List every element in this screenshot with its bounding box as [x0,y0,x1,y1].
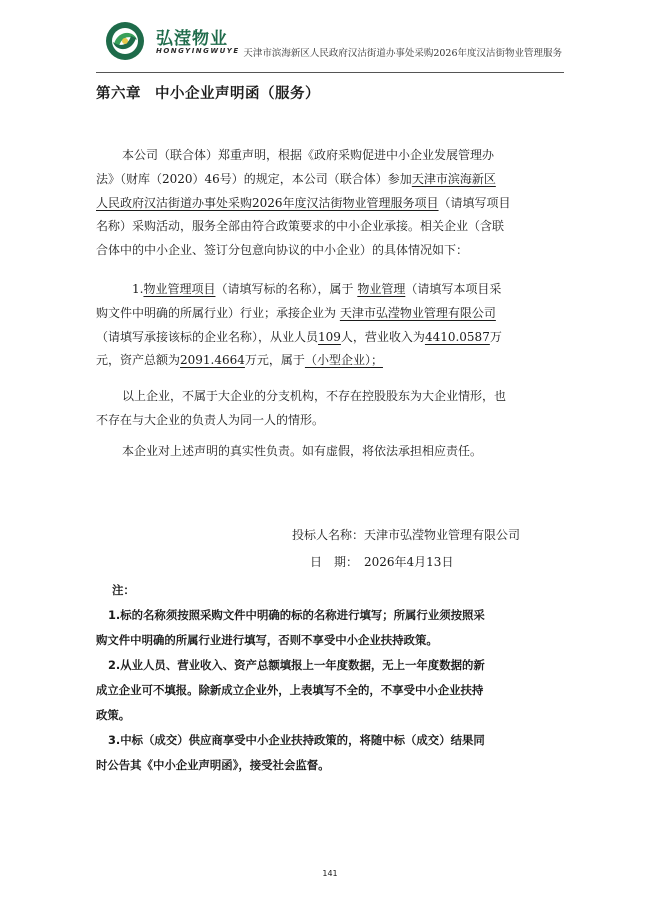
date-label: 日 期： [310,555,359,569]
page-header [96,14,566,74]
non-large-enterprise-paragraph [96,385,564,433]
revenue-field: 4410.0587 [424,329,490,344]
enterprise-size-field: （小型企业） [304,353,371,368]
text-line: 以上企业，不属于大企业的分支机构，不存在控股股东为大企业情形，也 [122,389,507,403]
company-field: 天津市弘滢物业管理有限公司 [339,305,496,320]
text-line: 1.物业管理项目（请填写标的名称），属于 物业管理（请填写本项目采 [132,282,502,296]
text-line: 元，资产总额为2091.4664万元，属于（小型企业）； [96,353,383,368]
chapter-number: 第六章 [96,86,141,102]
date-line [310,553,453,570]
text-line: 名称）采购活动，服务全部由符合政策要求的中小企业承接。相关企业（含联 [96,219,505,234]
declaration-paragraph [96,144,564,263]
assets-field: 2091.4664 [180,353,245,368]
chapter-title: 中小企业声明函（服务） [155,86,320,102]
company-logo-icon [104,20,146,62]
notes-title: 注： [112,583,135,597]
logo-chinese-name: 弘滢物业 [156,29,228,49]
text-line: 合体中的中小企业、签订分包意向协议的中小企业）的具体情况如下： [96,243,469,258]
note-item-2: 2.从业人员、营业收入、资产总额填报上一年度数据，无上一年度数据的新 成立企业可不填报。除新成立企业外，上表填写不全的，不享受中小企业扶持 政策。 [96,658,485,722]
bidder-label: 投标人名称： [292,528,365,542]
project-name-underlined: 天津市滨海新区 [411,171,496,186]
date-value: 2026年4月13日 [364,555,454,569]
notes-section [96,578,564,778]
note-item-3: 3.中标（成交）供应商享受中小企业扶持政策的，将随中标（成交）结果同 时公告其《中小企业声明函》，接受社会监督。 [96,733,485,772]
page-number: 141 [322,869,338,878]
chapter-heading [96,82,320,103]
text-line: 本公司（联合体）郑重声明，根据《政府采购促进中小企业发展管理办 [122,148,495,162]
industry-field: 物业管理 [357,282,406,296]
project-name-underlined: 人民政府汉沽街道办事处采购2026年度汉沽街物业管理服务项目 [96,195,439,210]
header-project-title: 天津市滨海新区人民政府汉沽街道办事处采购2026年度汉沽街物业管理服务 [243,48,562,59]
text-line: 购文件中明确的所属行业）行业；承接企业为 天津市弘滢物业管理有限公司 [96,305,496,320]
text-line: 不存在与大企业的负责人为同一人的情形。 [96,412,325,427]
bidder-name-line [292,526,520,543]
note-item-1: 1.标的名称须按照采购文件中明确的标的名称进行填写；所属行业须按照采 购文件中明确的所属行业进行填写，否则不享受中小企业扶持政策。 [96,608,485,647]
bidder-name: 天津市弘滢物业管理有限公司 [364,528,521,542]
text-line: 法》（财库（2020）46号）的规定，本公司（联合体）参加天津市滨海新区 [96,171,496,186]
logo-english-name: HONGYINGWUYE [156,47,240,55]
item-name-field: 物业管理项目 [143,282,216,296]
employees-field: 109 [318,329,341,344]
text-line: 本企业对上述声明的真实性负责。如有虚假，将依法承担相应责任。 [122,444,483,458]
text-line: （请填写承接该标的企业名称），从业人员109人，营业收入为4410.0587万 [96,329,502,344]
text-line: 人民政府汉沽街道办事处采购2026年度汉沽街物业管理服务项目（请填写项目 [96,195,511,210]
header-divider [96,72,564,73]
enterprise-details-paragraph [96,278,564,373]
responsibility-paragraph [96,440,564,464]
